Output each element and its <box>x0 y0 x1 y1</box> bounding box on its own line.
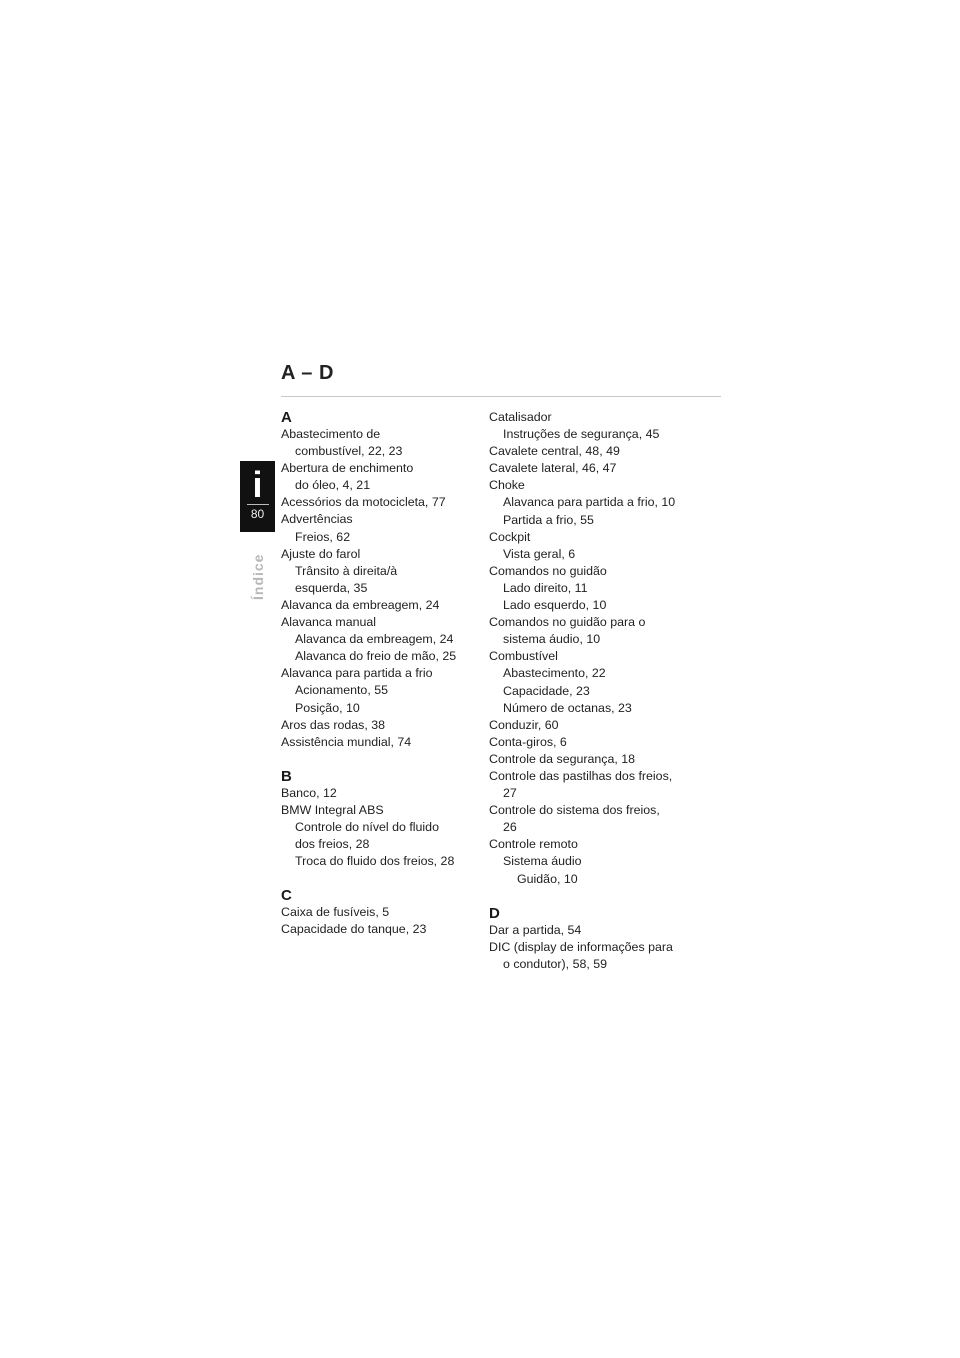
index-letter-heading: B <box>281 767 292 785</box>
index-entry: Controle das pastilhas dos freios, <box>489 768 673 783</box>
index-subentry: Instruções de segurança, 45 <box>503 427 660 442</box>
index-entry: Cockpit <box>489 529 531 544</box>
index-entry: Capacidade do tanque, 23 <box>281 922 427 937</box>
index-subentry: Partida a frio, 55 <box>503 512 594 527</box>
index-subentry: do óleo, 4, 21 <box>295 478 371 493</box>
index-subentry: Lado direito, 11 <box>503 580 588 595</box>
index-subentry: Capacidade, 23 <box>503 683 590 698</box>
index-entry: Assistência mundial, 74 <box>281 734 412 749</box>
section-tab <box>240 461 275 532</box>
index-entry: Controle da segurança, 18 <box>489 751 636 766</box>
index-subentry: Número de octanas, 23 <box>503 700 632 715</box>
index-entry: Conduzir, 60 <box>489 717 559 732</box>
index-subentry: Vista geral, 6 <box>503 546 576 561</box>
index-entry: Ajuste do farol <box>281 546 361 561</box>
index-entry: Alavanca manual <box>281 615 377 630</box>
section-side-label: Índice <box>250 553 266 600</box>
index-subentry: Abastecimento, 22 <box>503 666 606 681</box>
index-subentry: Trânsito à direita/à <box>295 563 398 578</box>
index-subentry: Troca do fluido dos freios, 28 <box>295 854 455 869</box>
index-entry: Acessórios da motocicleta, 77 <box>281 495 446 510</box>
index-subentry: Alavanca do freio de mão, 25 <box>295 649 457 664</box>
index-subentry: Alavanca para partida a frio, 10 <box>503 495 676 510</box>
index-entry: Banco, 12 <box>281 785 337 800</box>
index-entry: Controle remoto <box>489 837 578 852</box>
index-entry: Abastecimento de <box>281 427 381 441</box>
index-entry: Abertura de enchimento <box>281 461 414 476</box>
section-gap <box>281 751 486 768</box>
info-icon: i <box>252 464 263 505</box>
index-subentry: 26 <box>503 820 517 835</box>
index-entry: Advertências <box>281 512 353 527</box>
index-subentry: Lado esquerdo, 10 <box>503 598 607 613</box>
index-entry: Cavalete central, 48, 49 <box>489 444 620 459</box>
index-subentry: Posição, 10 <box>295 700 360 715</box>
index-subentry: sistema áudio, 10 <box>503 632 601 647</box>
index-entry: Caixa de fusíveis, 5 <box>281 905 390 920</box>
index-entry: Combustível <box>489 649 558 664</box>
title-divider <box>281 396 721 397</box>
index-letter-heading: D <box>489 904 500 922</box>
index-column-left <box>281 409 486 938</box>
index-column-right <box>489 409 704 973</box>
index-entry: Dar a partida, 54 <box>489 922 582 937</box>
index-entry: Cavalete lateral, 46, 47 <box>489 461 617 476</box>
index-entry: Alavanca da embreagem, 24 <box>281 597 440 612</box>
index-subentry: dos freios, 28 <box>295 837 370 852</box>
index-entry: Aros das rodas, 38 <box>281 717 386 732</box>
index-entry: DIC (display de informações para <box>489 939 673 954</box>
index-letter-heading: C <box>281 887 292 905</box>
page-title: A – D <box>281 362 334 384</box>
index-subentry: Controle do nível do fluido <box>295 819 439 834</box>
index-subentry: esquerda, 35 <box>295 580 368 595</box>
index-entry: BMW Integral ABS <box>281 802 384 817</box>
index-entry: Alavanca para partida a frio <box>281 666 433 681</box>
index-entry: Conta-giros, 6 <box>489 734 567 749</box>
section-gap <box>489 888 704 905</box>
index-subentry: Sistema áudio <box>503 854 582 869</box>
index-subentry: Alavanca da embreagem, 24 <box>295 632 454 647</box>
index-subentry: 27 <box>503 786 517 801</box>
index-entry: Choke <box>489 478 525 493</box>
index-subentry: combustível, 22, 23 <box>295 444 403 459</box>
index-entry: Controle do sistema dos freios, <box>489 803 660 818</box>
index-letter-heading: A <box>281 409 292 426</box>
index-subentry: Acionamento, 55 <box>295 683 388 698</box>
index-subentry: o condutor), 58, 59 <box>503 956 608 971</box>
section-gap <box>281 870 486 887</box>
index-entry: Comandos no guidão <box>489 563 607 578</box>
page-number: 80 <box>250 507 265 521</box>
index-subentry: Freios, 62 <box>295 529 351 544</box>
index-entry: Comandos no guidão para o <box>489 615 646 630</box>
index-subentry: Guidão, 10 <box>517 871 578 886</box>
index-entry: Catalisador <box>489 410 552 424</box>
